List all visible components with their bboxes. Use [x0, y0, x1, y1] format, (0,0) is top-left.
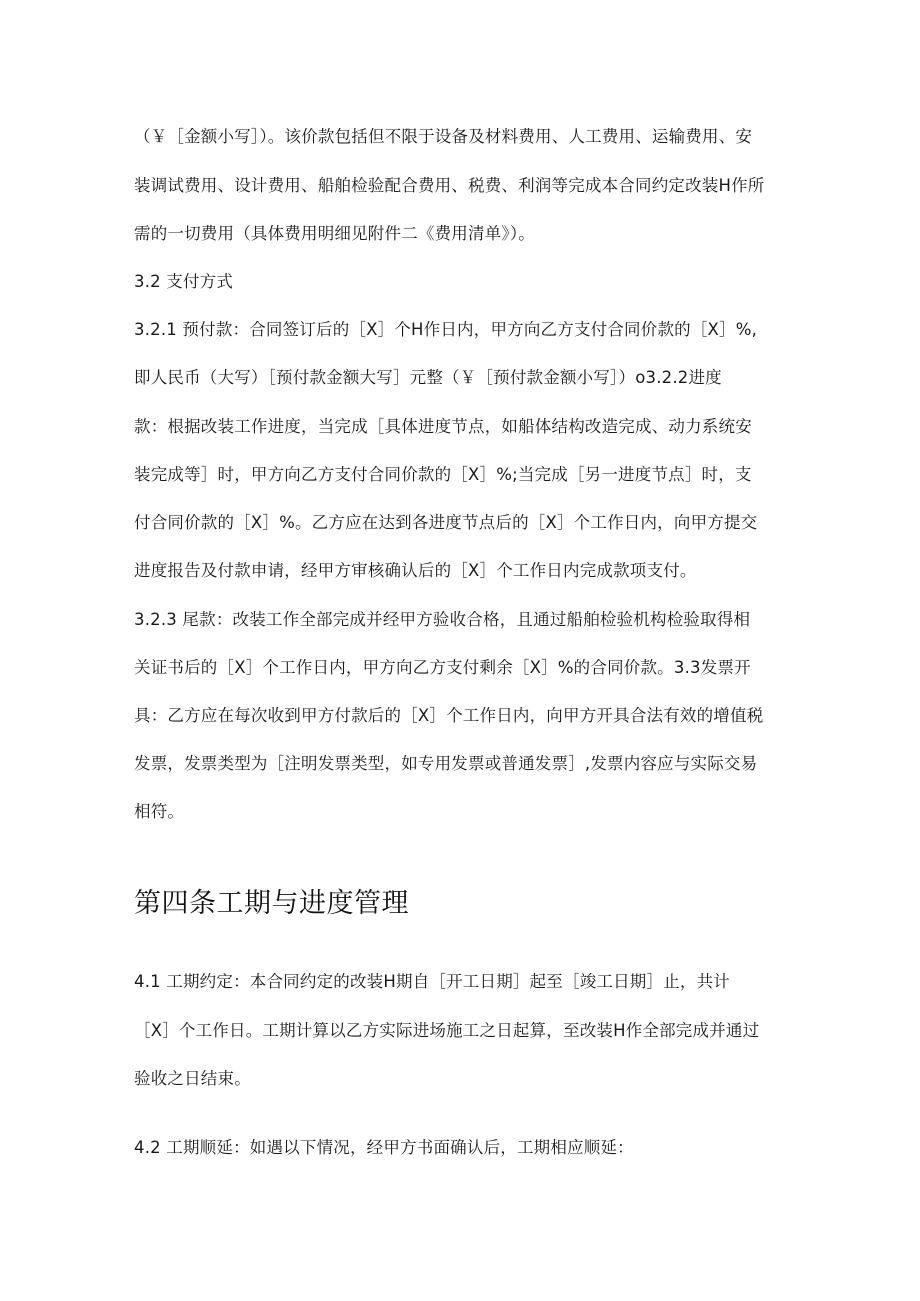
paragraph-line: 4.1 工期约定：本合同约定的改装H期自［开工日期］起至［竣工日期］止，共计: [134, 972, 730, 991]
paragraph-line: 款：根据改装工作进度，当完成［具体进度节点，如船体结构改造完成、动力系统安: [134, 417, 752, 436]
paragraph-line: 装完成等］时，甲方向乙方支付合同价款的［X］%;当完成［另一进度节点］时，支: [134, 465, 752, 484]
paragraph-line: 即人民币（大写）［预付款金额大写］元整（￥［预付款金额小写］）o3.2.2进度: [134, 368, 722, 387]
paragraph-line: 相符。: [134, 802, 185, 821]
paragraph-line: 具：乙方应在每次收到甲方付款后的［X］个工作日内，向甲方开具合法有效的增值税: [134, 706, 764, 725]
paragraph-line: ［X］个工作日。工期计算以乙方实际进场施工之日起算，至改装H作全部完成并通过: [134, 1021, 760, 1040]
paragraph-line: 进度报告及付款申请，经甲方审核确认后的［X］个工作日内完成款项支付。: [134, 561, 697, 580]
paragraph-line: 3.2.1 预付款：合同签订后的［X］个H作日内，甲方向乙方支付合同价款的［X］%,: [134, 320, 758, 339]
paragraph-line: 关证书后的［X］个工作日内，甲方向乙方支付剩余［X］%的合同价款。3.3发票开: [134, 658, 751, 677]
paragraph-line: 装调试费用、设计费用、船舶检验配合费用、税费、利润等完成本合同约定改装H作所: [134, 176, 765, 195]
paragraph-line: 付合同价款的［X］%。乙方应在达到各进度节点后的［X］个工作日内，向甲方提交: [134, 513, 758, 532]
paragraph-line: （￥［金额小写］）。该价款包括但不限于设备及材料费用、人工费用、运输费用、安: [134, 127, 753, 146]
article-heading: 第四条工期与进度管理: [134, 888, 409, 919]
paragraph-line: 需的一切费用（具体费用明细见附件二《费用清单》）。: [134, 224, 535, 243]
paragraph-line: 验收之日结束。: [134, 1069, 251, 1088]
paragraph-line: 发票，发票类型为［注明发票类型，如专用发票或普通发票］,发票内容应与实际交易: [134, 754, 758, 773]
paragraph-line: 4.2 工期顺延：如遇以下情况，经甲方书面确认后，工期相应顺延：: [134, 1138, 634, 1157]
section-title: 3.2 支付方式: [134, 272, 234, 291]
paragraph-line: 3.2.3 尾款：改装工作全部完成并经甲方验收合格，且通过船舶检验机构检验取得相: [134, 610, 751, 629]
